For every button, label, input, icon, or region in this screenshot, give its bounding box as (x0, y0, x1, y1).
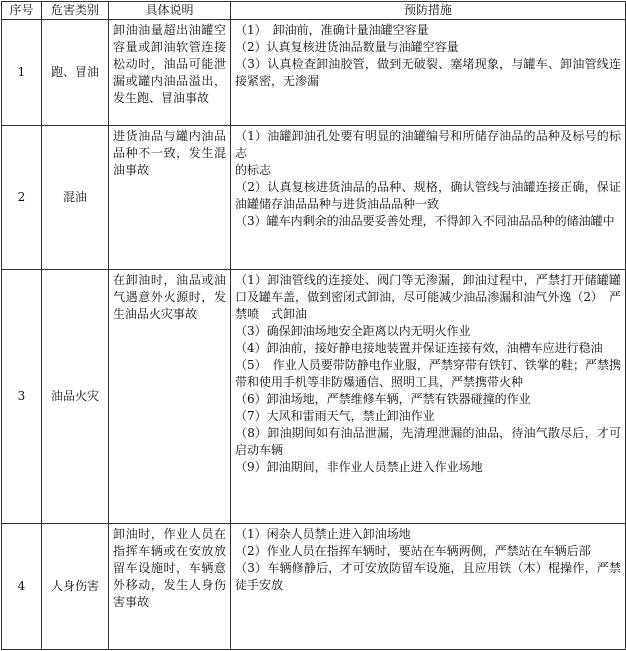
measure-item: （1）卸油管线的连接处、阀门等无渗漏，卸油过程中，严禁打开储罐罐口及罐车盖，做到密闭式卸油，尽可能减少油品渗漏和油气外逸（2） 严禁喷 式卸油 (235, 273, 621, 321)
table-row (2, 524, 626, 650)
hazard-description: 卸油油量超出油罐空容量或卸油软管连接松动时，油品可能泄漏或罐内油品溢出，发生跑、冒油事故 (109, 20, 231, 126)
measure-item: （9）卸油期间，非作业人员禁止进入作业场地 (235, 460, 483, 474)
measure-item: （1）闲杂人员禁止进入卸油场地 (235, 527, 411, 541)
hazard-category: 油品火灾 (42, 270, 109, 524)
measure-item: （3）确保卸油场地安全距离以内无明火作业 (235, 324, 471, 338)
row-number: 3 (2, 270, 42, 524)
prevention-measures (231, 524, 626, 650)
row-number: 4 (2, 524, 42, 650)
table-row (2, 270, 626, 524)
measure-item: （1） 卸油前，准确计量油罐空容量 (235, 23, 429, 37)
prevention-measures (231, 270, 626, 524)
hazard-category: 人身伤害 (42, 524, 109, 650)
header-description: 具体说明 (109, 2, 231, 20)
header-category: 危害类别 (42, 2, 109, 20)
prevention-measures (231, 20, 626, 126)
hazard-description: 卸油时，作业人员在指挥车辆或在安放放留车设施时，车辆意外移动，发生人身伤害事故 (109, 524, 231, 650)
measure-item: （2）作业人员在指挥车辆时，要站在车辆两侧，严禁站在车辆后部 (235, 544, 591, 558)
measure-item: （8）卸油期间如有油品泄漏，先清理泄漏的油品，待油气散尽后，才可启动车辆 (235, 426, 621, 457)
measure-item: （2）认真复核进货油品数量与油罐空容量 (235, 40, 459, 54)
hazard-table (1, 1, 626, 650)
measure-item: （1）油罐卸油孔处要有明显的油罐编号和所储存油品的品种及标号的标志 (235, 129, 621, 160)
header-row (2, 2, 626, 20)
header-measures: 预防措施 (231, 2, 626, 20)
measure-item: （3）认真检查卸油胶管，做到无破裂、塞堵现象，与罐车、卸油管线连接紧密，无渗漏 (235, 57, 621, 88)
measure-item: （3）罐车内剩余的油品要妥善处理，不得卸入不同油品品种的储油罐中 (235, 214, 615, 228)
measure-item: （2）认真复核进货油品的品种、规格，确认管线与油罐连接正确，保证油罐储存油品品种与进货油品品种一致 (235, 180, 621, 211)
hazard-category: 混油 (42, 126, 109, 270)
measure-item: （3）车辆修静后，才可安放防留车设施，且应用铁（木）棍操作，严禁徒手安放 (235, 561, 621, 592)
table-row (2, 126, 626, 270)
hazard-description: 在卸油时，油品或油气遇意外火源时，发生油品火灾事故 (109, 270, 231, 524)
hazard-description: 进货油品与罐内油品品种不一致，发生混油事故 (109, 126, 231, 270)
measure-item: （7）大风和雷雨天气，禁止卸油作业 (235, 409, 435, 423)
measure-item: （6）卸油场地，严禁维修车辆，严禁有铁器碰撞的作业 (235, 392, 531, 406)
header-no: 序号 (2, 2, 42, 20)
measure-item: （5） 作业人员要带防静电作业服，严禁穿带有铁钉、铁掌的鞋；严禁携带和使用手机等非防爆通信、照明工具，严禁携带火种 (235, 358, 621, 389)
row-number: 2 (2, 126, 42, 270)
prevention-measures (231, 126, 626, 270)
table-row (2, 20, 626, 126)
row-number: 1 (2, 20, 42, 126)
measure-item: （4）卸油前，接好静电接地装置并保证连接有效，油槽车应进行稳油 (235, 341, 603, 355)
measure-item: 的标志 (235, 163, 272, 177)
hazard-category: 跑、冒油 (42, 20, 109, 126)
